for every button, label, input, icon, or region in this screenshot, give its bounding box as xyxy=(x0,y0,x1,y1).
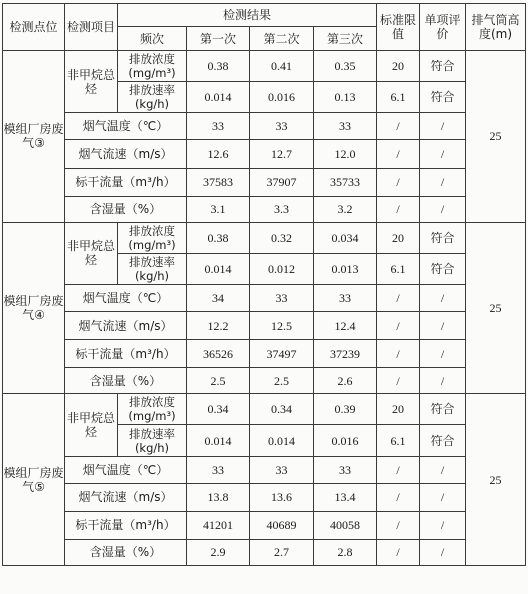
value-cell: 0.014 xyxy=(250,425,314,456)
metric-cell: 排放速率(kg/h) xyxy=(118,82,187,113)
value-cell: 12.5 xyxy=(250,312,314,340)
value-cell: 33 xyxy=(187,456,250,483)
parameter-name-cell: 烟气温度（℃） xyxy=(65,456,187,483)
header-frequency: 频次 xyxy=(118,27,187,51)
limit-cell: 20 xyxy=(377,394,420,425)
header-results: 检测结果 xyxy=(118,4,377,27)
value-cell: 37583 xyxy=(187,168,250,196)
value-cell: 13.6 xyxy=(250,483,314,511)
table-row xyxy=(3,51,526,82)
table-row xyxy=(3,340,526,368)
evaluation-cell: / xyxy=(420,196,466,222)
value-cell: 2.8 xyxy=(314,539,377,565)
header-location: 检测点位 xyxy=(3,4,65,51)
evaluation-cell: 符合 xyxy=(420,51,466,82)
value-cell: 2.9 xyxy=(187,539,250,565)
limit-cell: / xyxy=(377,456,420,483)
limit-cell: / xyxy=(377,368,420,394)
table-row xyxy=(3,168,526,196)
value-cell: 0.014 xyxy=(187,82,250,113)
value-cell: 0.41 xyxy=(250,51,314,82)
value-cell: 12.7 xyxy=(250,140,314,168)
value-cell: 0.016 xyxy=(314,425,377,456)
evaluation-cell: / xyxy=(420,340,466,368)
location-cell: 模组厂房废气④ xyxy=(3,222,65,394)
value-cell: 0.034 xyxy=(314,222,377,253)
parameter-name-cell: 含湿量（%） xyxy=(65,368,187,394)
value-cell: 2.7 xyxy=(250,539,314,565)
value-cell: 3.2 xyxy=(314,196,377,222)
value-cell: 0.13 xyxy=(314,82,377,113)
nmhc-name-cell: 非甲烷总烃 xyxy=(65,51,118,113)
parameter-name-cell: 烟气流速（m/s） xyxy=(65,140,187,168)
value-cell: 37497 xyxy=(250,340,314,368)
limit-cell: 6.1 xyxy=(377,425,420,456)
evaluation-cell: / xyxy=(420,456,466,483)
value-cell: 3.1 xyxy=(187,196,250,222)
parameter-name-cell: 烟气温度（℃） xyxy=(65,113,187,140)
limit-cell: 6.1 xyxy=(377,82,420,113)
value-cell: 33 xyxy=(250,113,314,140)
metric-cell: 排放浓度(mg/m³) xyxy=(118,51,187,82)
evaluation-cell: 符合 xyxy=(420,82,466,113)
header-evaluation: 单项评价 xyxy=(420,4,466,51)
value-cell: 0.32 xyxy=(250,222,314,253)
value-cell: 33 xyxy=(250,285,314,312)
evaluation-cell: / xyxy=(420,140,466,168)
value-cell: 3.3 xyxy=(250,196,314,222)
value-cell: 12.2 xyxy=(187,312,250,340)
limit-cell: / xyxy=(377,511,420,539)
table-row xyxy=(3,140,526,168)
value-cell: 2.5 xyxy=(250,368,314,394)
table-row xyxy=(3,368,526,394)
value-cell: 12.6 xyxy=(187,140,250,168)
value-cell: 0.013 xyxy=(314,253,377,284)
parameter-name-cell: 烟气流速（m/s） xyxy=(65,483,187,511)
value-cell: 2.5 xyxy=(187,368,250,394)
value-cell: 37239 xyxy=(314,340,377,368)
parameter-name-cell: 烟气流速（m/s） xyxy=(65,312,187,340)
evaluation-cell: / xyxy=(420,285,466,312)
limit-cell: 6.1 xyxy=(377,253,420,284)
table-row xyxy=(3,285,526,312)
location-cell: 模组厂房废气⑤ xyxy=(3,394,65,566)
limit-cell: / xyxy=(377,196,420,222)
table-row xyxy=(3,394,526,425)
evaluation-cell: / xyxy=(420,113,466,140)
table-row xyxy=(3,312,526,340)
value-cell: 0.012 xyxy=(250,253,314,284)
nmhc-name-cell: 非甲烷总烃 xyxy=(65,394,118,456)
monitoring-results-table xyxy=(2,3,526,566)
value-cell: 0.34 xyxy=(250,394,314,425)
limit-cell: / xyxy=(377,340,420,368)
evaluation-cell: / xyxy=(420,368,466,394)
value-cell: 36526 xyxy=(187,340,250,368)
value-cell: 40689 xyxy=(250,511,314,539)
value-cell: 2.6 xyxy=(314,368,377,394)
value-cell: 13.8 xyxy=(187,483,250,511)
evaluation-cell: / xyxy=(420,168,466,196)
value-cell: 35733 xyxy=(314,168,377,196)
metric-cell: 排放速率(kg/h) xyxy=(118,425,187,456)
evaluation-cell: / xyxy=(420,511,466,539)
limit-cell: / xyxy=(377,285,420,312)
header-third: 第三次 xyxy=(314,27,377,51)
limit-cell: / xyxy=(377,312,420,340)
evaluation-cell: / xyxy=(420,483,466,511)
value-cell: 0.016 xyxy=(250,82,314,113)
limit-cell: / xyxy=(377,168,420,196)
evaluation-cell: 符合 xyxy=(420,222,466,253)
table-row xyxy=(3,539,526,565)
table-row xyxy=(3,196,526,222)
limit-cell: / xyxy=(377,113,420,140)
stack-height-cell: 25 xyxy=(466,51,526,223)
limit-cell: / xyxy=(377,539,420,565)
value-cell: 0.39 xyxy=(314,394,377,425)
evaluation-cell: 符合 xyxy=(420,425,466,456)
limit-cell: 20 xyxy=(377,51,420,82)
value-cell: 33 xyxy=(250,456,314,483)
parameter-name-cell: 含湿量（%） xyxy=(65,196,187,222)
value-cell: 37907 xyxy=(250,168,314,196)
header-second: 第二次 xyxy=(250,27,314,51)
header-limit: 标准限值 xyxy=(377,4,420,51)
value-cell: 0.014 xyxy=(187,425,250,456)
table-row xyxy=(3,511,526,539)
limit-cell: / xyxy=(377,483,420,511)
value-cell: 33 xyxy=(314,113,377,140)
parameter-name-cell: 标干流量（m³/h） xyxy=(65,340,187,368)
table-row xyxy=(3,113,526,140)
table-row xyxy=(3,456,526,483)
value-cell: 0.38 xyxy=(187,51,250,82)
metric-cell: 排放浓度(mg/m³) xyxy=(118,394,187,425)
value-cell: 34 xyxy=(187,285,250,312)
value-cell: 41201 xyxy=(187,511,250,539)
value-cell: 33 xyxy=(314,456,377,483)
value-cell: 40058 xyxy=(314,511,377,539)
value-cell: 33 xyxy=(187,113,250,140)
metric-cell: 排放速率(kg/h) xyxy=(118,253,187,284)
location-cell: 模组厂房废气③ xyxy=(3,51,65,223)
value-cell: 12.0 xyxy=(314,140,377,168)
header-stack-height: 排气筒高度(m) xyxy=(466,4,526,51)
value-cell: 0.014 xyxy=(187,253,250,284)
stack-height-cell: 25 xyxy=(466,222,526,394)
evaluation-cell: 符合 xyxy=(420,394,466,425)
header-first: 第一次 xyxy=(187,27,250,51)
evaluation-cell: / xyxy=(420,312,466,340)
parameter-name-cell: 标干流量（m³/h） xyxy=(65,511,187,539)
header-item: 检测项目 xyxy=(65,4,118,51)
table-row xyxy=(3,483,526,511)
value-cell: 0.34 xyxy=(187,394,250,425)
nmhc-name-cell: 非甲烷总烃 xyxy=(65,222,118,284)
stack-height-cell: 25 xyxy=(466,394,526,566)
value-cell: 0.38 xyxy=(187,222,250,253)
value-cell: 12.4 xyxy=(314,312,377,340)
parameter-name-cell: 含湿量（%） xyxy=(65,539,187,565)
metric-cell: 排放浓度(mg/m³) xyxy=(118,222,187,253)
parameter-name-cell: 标干流量（m³/h） xyxy=(65,168,187,196)
evaluation-cell: / xyxy=(420,539,466,565)
limit-cell: 20 xyxy=(377,222,420,253)
limit-cell: / xyxy=(377,140,420,168)
table-row xyxy=(3,222,526,253)
value-cell: 33 xyxy=(314,285,377,312)
value-cell: 13.4 xyxy=(314,483,377,511)
evaluation-cell: 符合 xyxy=(420,253,466,284)
parameter-name-cell: 烟气温度（℃） xyxy=(65,285,187,312)
value-cell: 0.35 xyxy=(314,51,377,82)
